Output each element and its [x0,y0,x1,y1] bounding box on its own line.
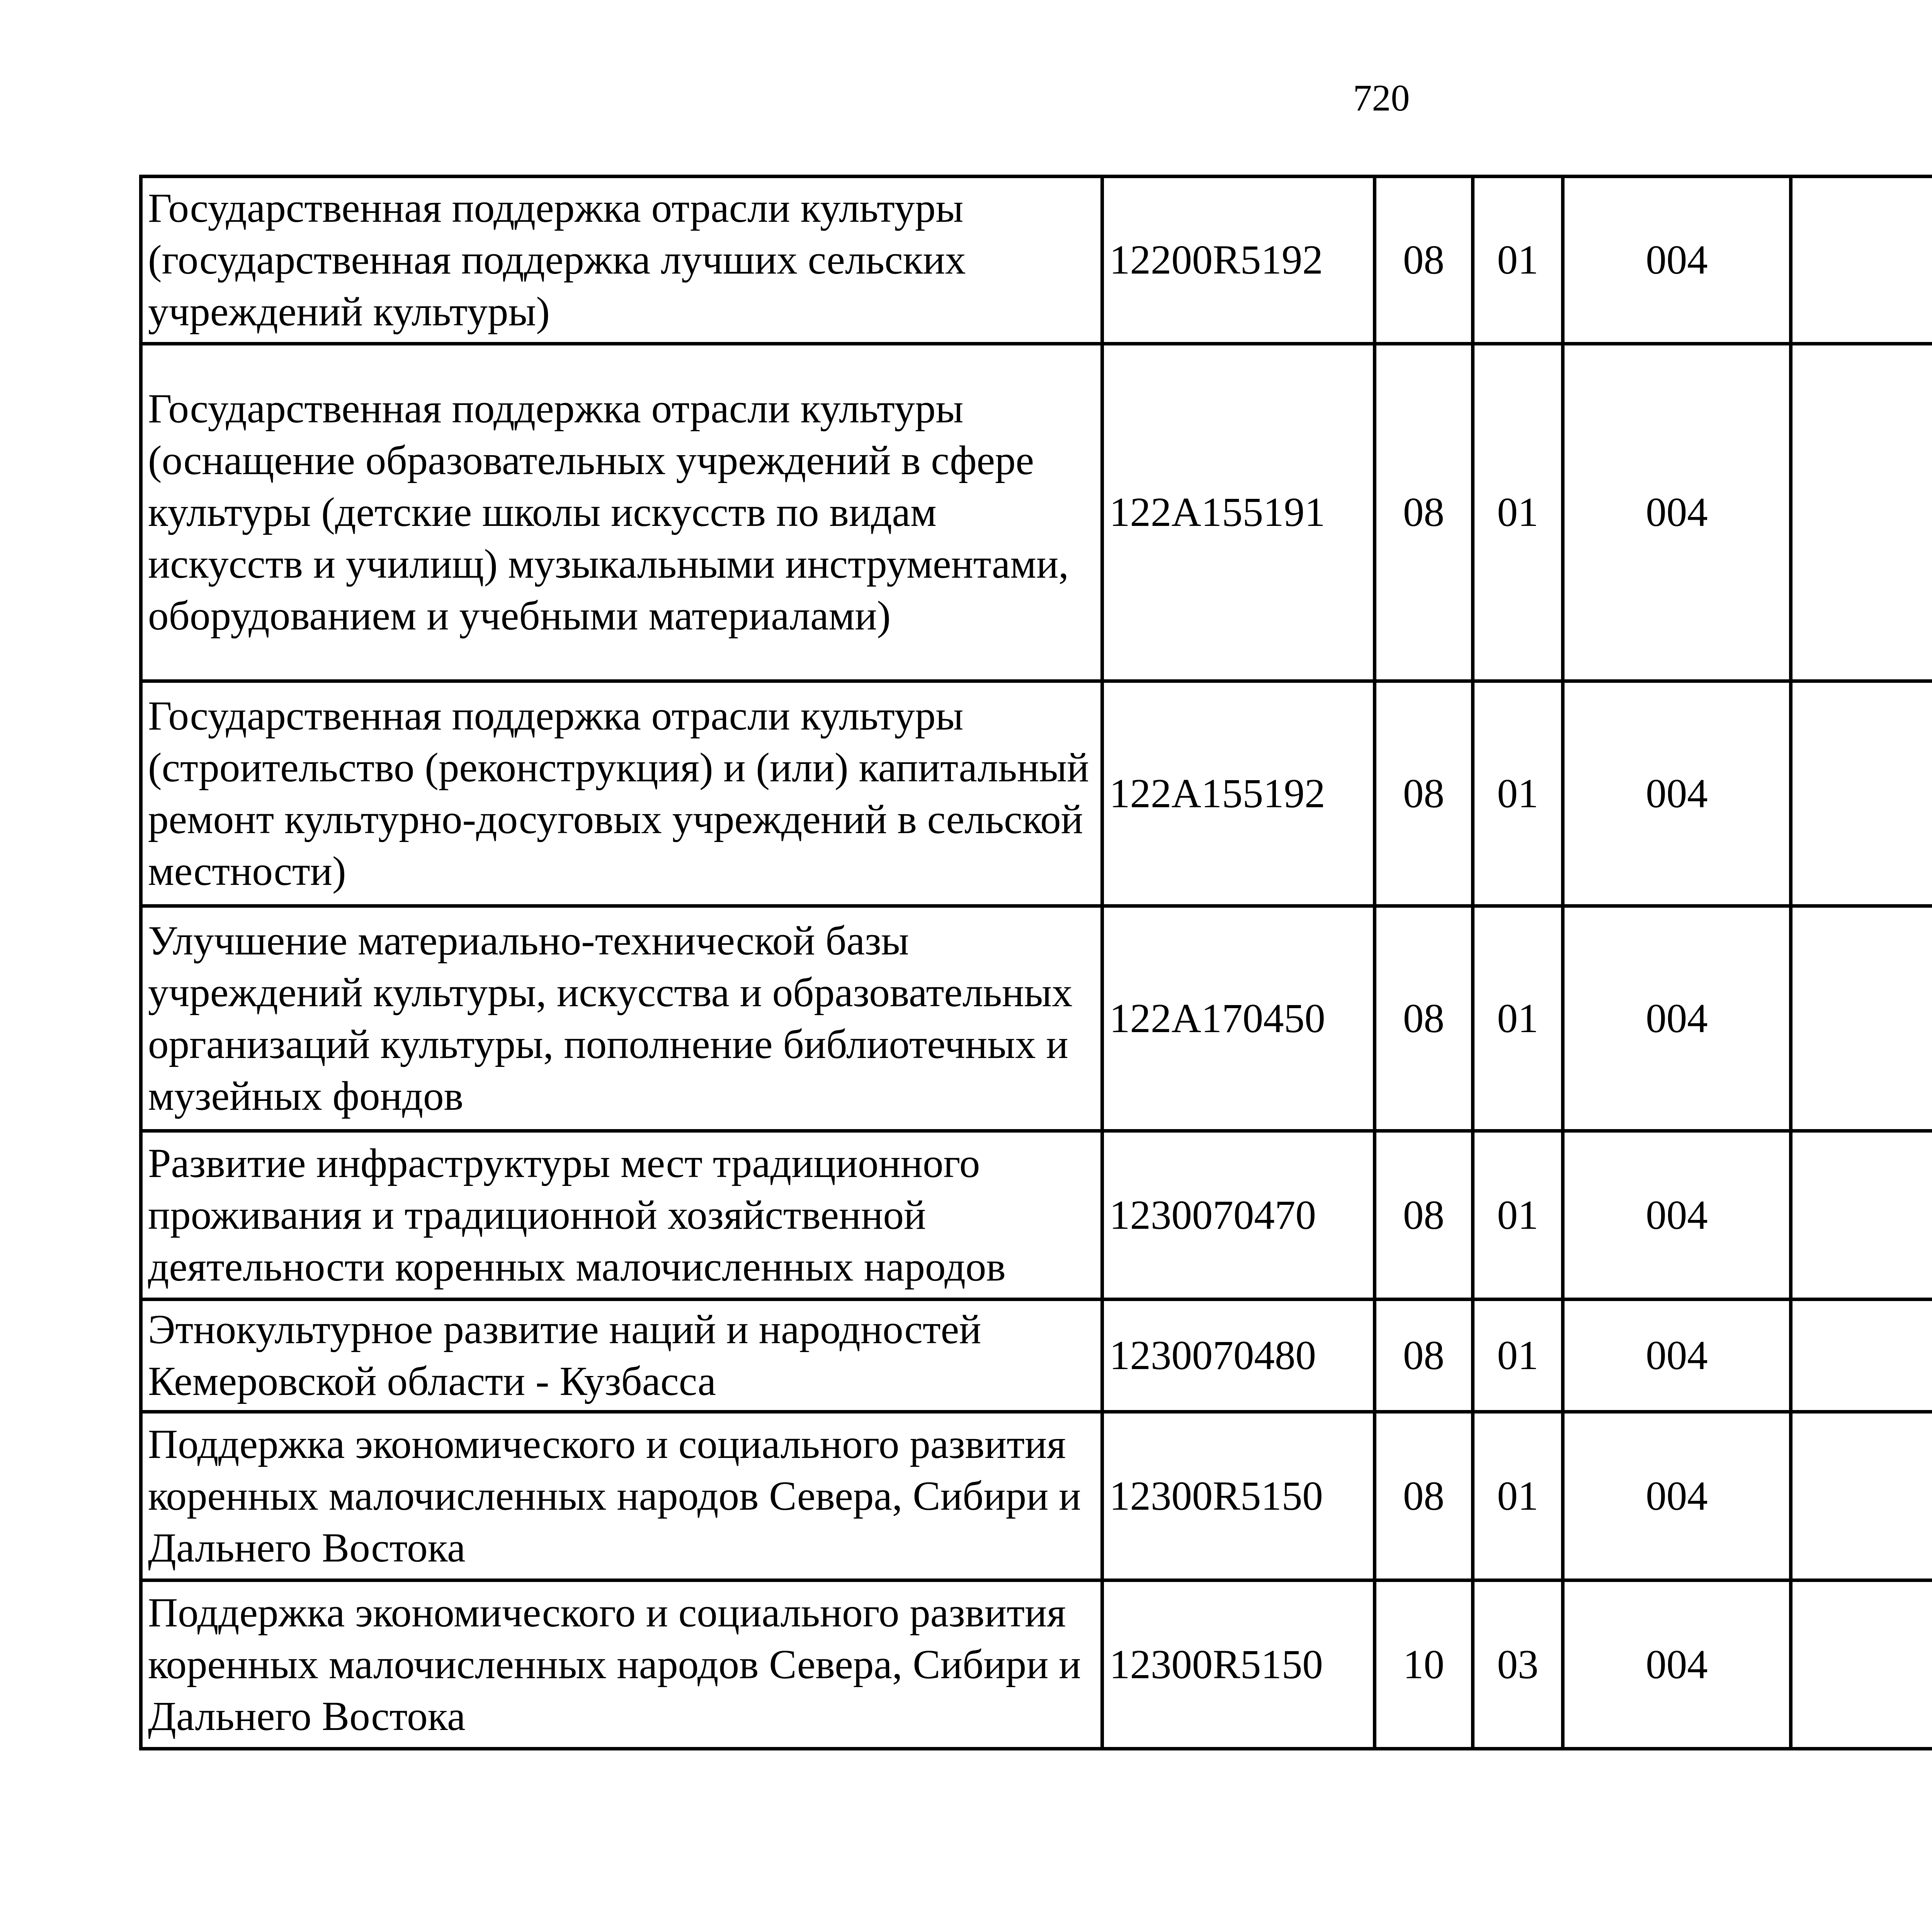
section-cell: 08 [1375,1412,1473,1580]
sum-1-cell [1791,1300,1932,1412]
subsection-cell: 01 [1473,906,1563,1131]
expense-name-cell: Государственная поддержка отрасли культуры (государственная поддержка лучших сельских учреждений культуры) [141,177,1102,344]
section-cell: 08 [1375,344,1473,681]
table-row [141,906,1932,1131]
subsection-cell: 03 [1473,1580,1563,1749]
table-body [141,177,1932,1749]
expense-name-cell: Государственная поддержка отрасли культуры (оснащение образовательных учреждений в сфере культуры (детские школы искусств по видам искусств и училищ) музыкальными инструментами, оборудованием и учебными материалами) [141,344,1102,681]
section-cell: 10 [1375,1580,1473,1749]
target-code-cell: 1230070480 [1102,1300,1375,1412]
sum-1-cell [1791,1131,1932,1300]
target-code-cell: 12300R5150 [1102,1412,1375,1580]
sum-1-cell [1791,906,1932,1131]
sum-1-cell [1791,177,1932,344]
target-code-cell: 122A155191 [1102,344,1375,681]
group-cell: 004 [1563,906,1791,1131]
subsection-cell: 01 [1473,1412,1563,1580]
expense-name-cell: Этнокультурное развитие наций и народностей Кемеровской области - Кузбасса [141,1300,1102,1412]
group-cell: 004 [1563,177,1791,344]
table-row [141,1412,1932,1580]
subsection-cell: 01 [1473,344,1563,681]
budget-table [139,175,1932,1750]
target-code-cell: 12300R5150 [1102,1580,1375,1749]
group-cell: 004 [1563,1131,1791,1300]
group-cell: 004 [1563,1580,1791,1749]
subsection-cell: 01 [1473,681,1563,906]
table-row [141,344,1932,681]
expense-name-cell: Поддержка экономического и социального развития коренных малочисленных народов Севера, Сибири и Дальнего Востока [141,1412,1102,1580]
section-cell: 08 [1375,681,1473,906]
section-cell: 08 [1375,1300,1473,1412]
table-row [141,1131,1932,1300]
target-code-cell: 122A170450 [1102,906,1375,1131]
target-code-cell: 1230070470 [1102,1131,1375,1300]
subsection-cell: 01 [1473,1131,1563,1300]
subsection-cell: 01 [1473,1300,1563,1412]
page-number: 720 [1353,77,1410,119]
group-cell: 004 [1563,1300,1791,1412]
group-cell: 004 [1563,344,1791,681]
target-code-cell: 122A155192 [1102,681,1375,906]
target-code-cell: 12200R5192 [1102,177,1375,344]
subsection-cell: 01 [1473,177,1563,344]
expense-name-cell: Развитие инфраструктуры мест традиционного проживания и традиционной хозяйственной деятельности коренных малочисленных народов [141,1131,1102,1300]
sum-1-cell [1791,1580,1932,1749]
expense-name-cell: Поддержка экономического и социального развития коренных малочисленных народов Севера, Сибири и Дальнего Востока [141,1580,1102,1749]
group-cell: 004 [1563,681,1791,906]
sum-1-cell [1791,344,1932,681]
table-row [141,681,1932,906]
sum-1-cell [1791,681,1932,906]
section-cell: 08 [1375,906,1473,1131]
section-cell: 08 [1375,1131,1473,1300]
expense-name-cell: Государственная поддержка отрасли культуры (строительство (реконструкция) и (или) капитальный ремонт культурно-досуговых учреждений в сельской местности) [141,681,1102,906]
sum-1-cell [1791,1412,1932,1580]
section-cell: 08 [1375,177,1473,344]
table-row [141,1580,1932,1749]
group-cell: 004 [1563,1412,1791,1580]
expense-name-cell: Улучшение материально-технической базы учреждений культуры, искусства и образовательных организаций культуры, пополнение библиотечных и музейных фондов [141,906,1102,1131]
table-row [141,177,1932,344]
table-row [141,1300,1932,1412]
